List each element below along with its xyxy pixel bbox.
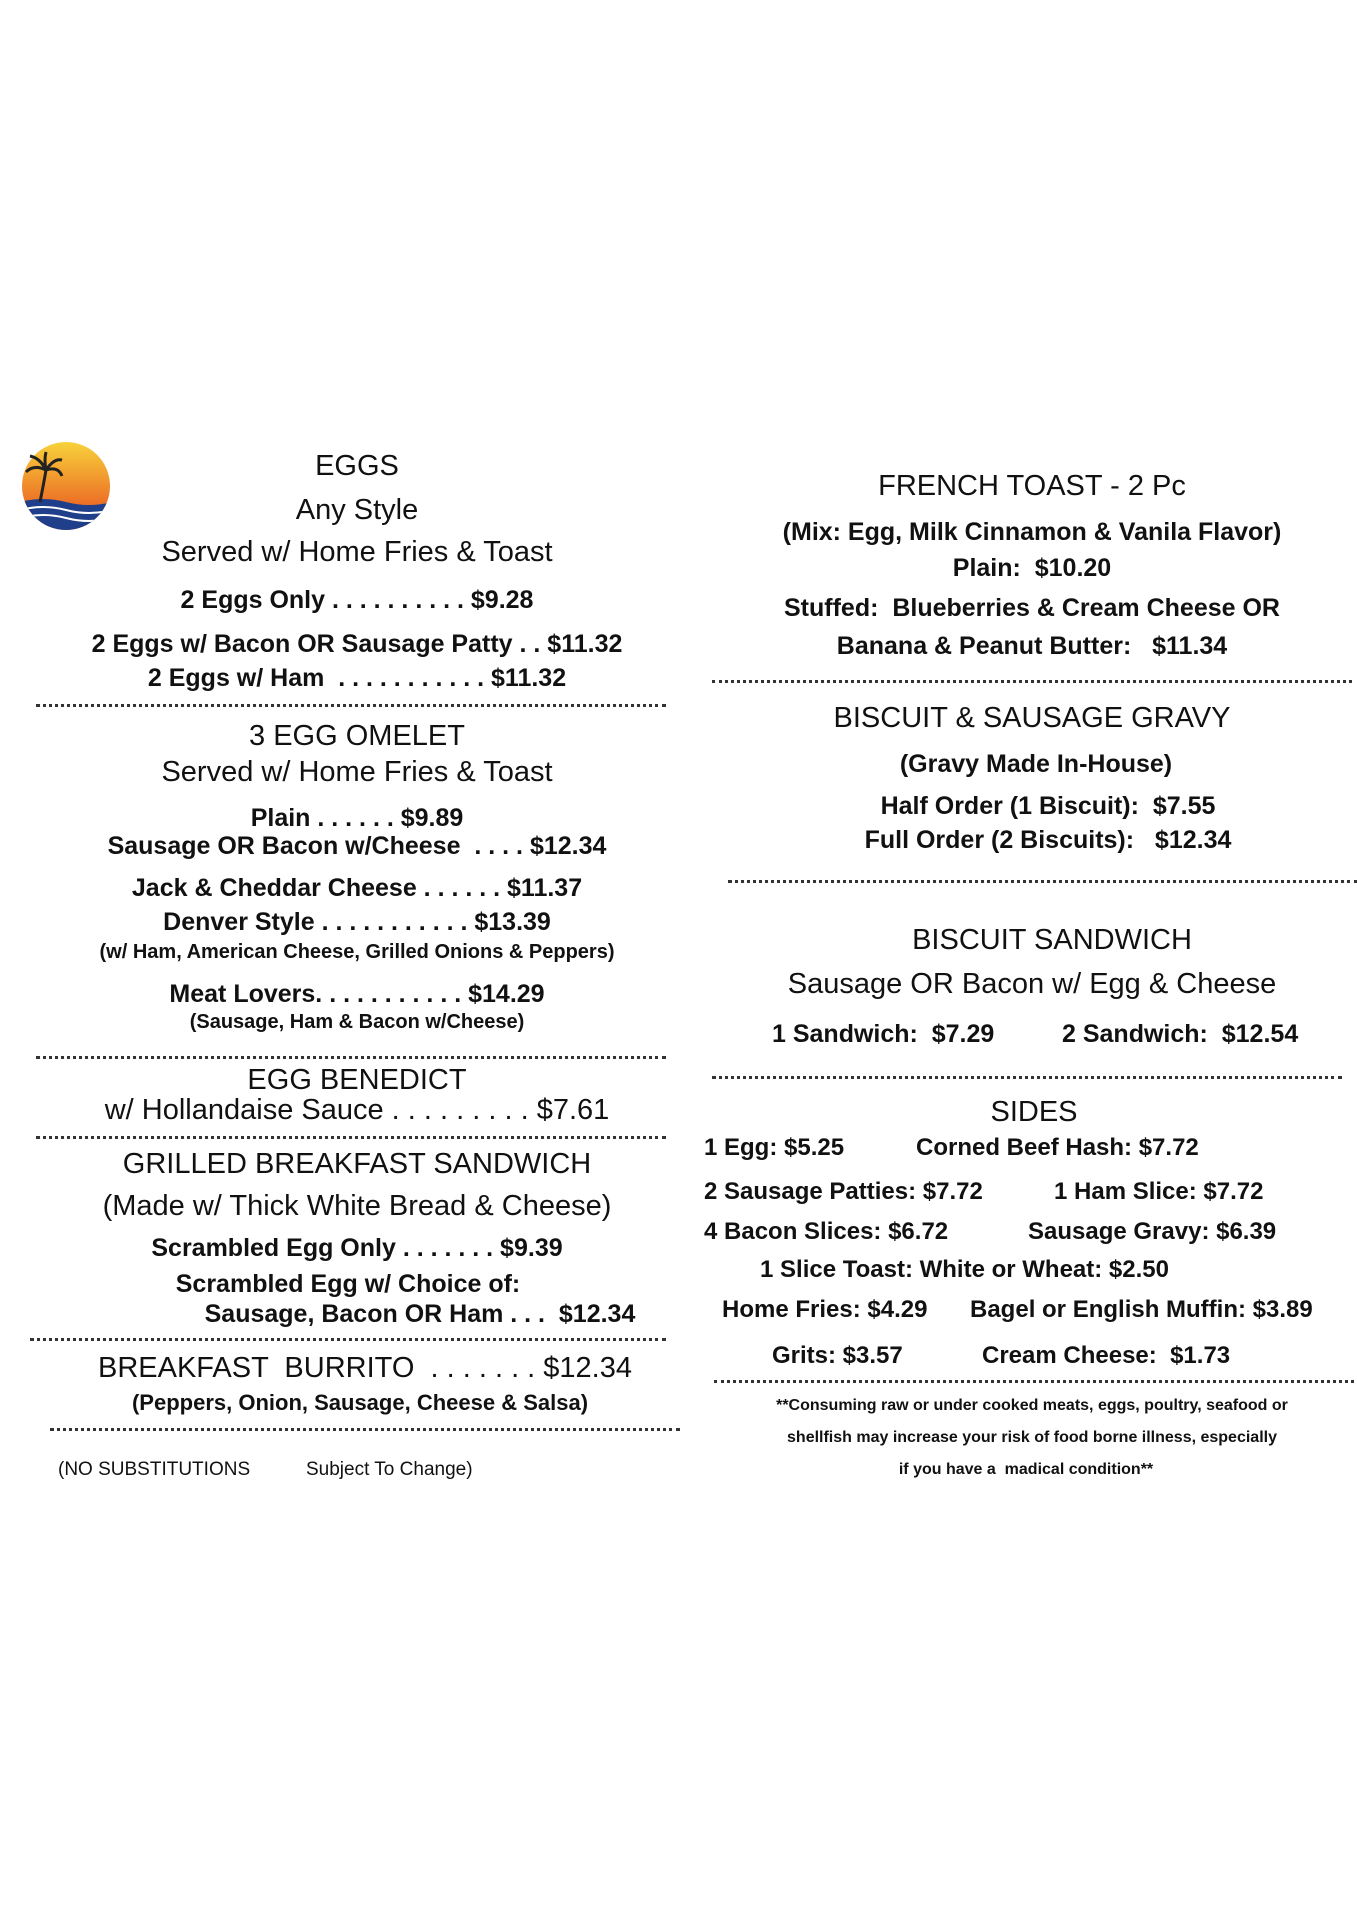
biscuit-gravy-half: Half Order (1 Biscuit): $7.55: [880, 792, 1216, 820]
eggs-subtitle: Any Style: [295, 494, 419, 526]
omelet-item-denver: Denver Style . . . . . . . . . . . $13.39: [163, 908, 551, 936]
french-toast-plain: Plain: $10.20: [952, 554, 1112, 582]
divider-biscuit-gravy: [728, 880, 1357, 883]
footer-subject-to-change: Subject To Change): [306, 1459, 473, 1480]
eggs-item-bacon: 2 Eggs w/ Bacon OR Sausage Patty . . $11.32: [91, 630, 623, 658]
sides-cream-cheese: Cream Cheese: $1.73: [982, 1342, 1231, 1369]
sides-toast: 1 Slice Toast: White or Wheat: $2.50: [760, 1256, 1169, 1283]
sides-sausage-gravy: Sausage Gravy: $6.39: [1028, 1218, 1277, 1245]
divider-omelet: [36, 1056, 666, 1059]
sides-grits: Grits: $3.57: [772, 1342, 903, 1369]
biscuit-gravy-full: Full Order (2 Biscuits): $12.34: [864, 826, 1232, 854]
biscuit-sandwich-two: 2 Sandwich: $12.54: [1062, 1020, 1299, 1048]
sides-title: SIDES: [990, 1096, 1078, 1128]
eggs-item-only: 2 Eggs Only . . . . . . . . . . $9.28: [180, 586, 534, 614]
benedict-title: EGG BENEDICT: [247, 1064, 467, 1096]
french-toast-subtitle: (Mix: Egg, Milk Cinnamon & Vanila Flavor): [782, 518, 1282, 546]
eggs-item-ham: 2 Eggs w/ Ham . . . . . . . . . . . $11.32: [147, 664, 567, 692]
sides-sausage-patties: 2 Sausage Patties: $7.72: [704, 1178, 983, 1205]
warning-line-1: **Consuming raw or under cooked meats, eggs, poultry, seafood or: [776, 1397, 1288, 1414]
french-toast-banana: Banana & Peanut Butter: $11.34: [836, 632, 1228, 660]
omelet-item-sausage-bacon: Sausage OR Bacon w/Cheese . . . . $12.34: [107, 832, 607, 860]
omelet-title: 3 EGG OMELET: [249, 720, 465, 752]
omelet-item-plain: Plain . . . . . . $9.89: [250, 804, 464, 832]
divider-sides: [714, 1380, 1354, 1383]
sides-corned-beef-hash: Corned Beef Hash: $7.72: [916, 1134, 1199, 1161]
omelet-item-denver-note: (w/ Ham, American Cheese, Grilled Onions & Peppers): [99, 941, 615, 963]
biscuit-sandwich-one: 1 Sandwich: $7.29: [772, 1020, 995, 1048]
grilled-item-choice: Scrambled Egg w/ Choice of:: [175, 1270, 521, 1298]
sides-bagel-muffin: Bagel or English Muffin: $3.89: [970, 1296, 1313, 1323]
divider-french-toast: [712, 680, 1352, 683]
omelet-served: Served w/ Home Fries & Toast: [161, 756, 553, 788]
omelet-item-jack-cheddar: Jack & Cheddar Cheese . . . . . . $11.37: [131, 874, 583, 902]
divider-burrito: [50, 1428, 680, 1431]
warning-line-3: if you have a madical condition**: [898, 1461, 1154, 1478]
grilled-subtitle: (Made w/ Thick White Bread & Cheese): [102, 1190, 612, 1222]
sunset-palm-logo-icon: [20, 440, 112, 532]
french-toast-stuffed: Stuffed: Blueberries & Cream Cheese OR: [784, 594, 1280, 622]
french-toast-title: FRENCH TOAST - 2 Pc: [878, 470, 1186, 502]
biscuit-gravy-subtitle: (Gravy Made In-House): [899, 750, 1173, 778]
footer-no-substitutions: (NO SUBSTITUTIONS: [58, 1459, 251, 1480]
sides-home-fries: Home Fries: $4.29: [722, 1296, 928, 1323]
omelet-item-meat-lovers-note: (Sausage, Ham & Bacon w/Cheese): [189, 1011, 525, 1033]
sides-ham-slice: 1 Ham Slice: $7.72: [1054, 1178, 1264, 1205]
divider-benedict: [36, 1136, 666, 1139]
eggs-served: Served w/ Home Fries & Toast: [161, 536, 553, 568]
omelet-item-meat-lovers: Meat Lovers. . . . . . . . . . . $14.29: [169, 980, 545, 1008]
grilled-item-scrambled: Scrambled Egg Only . . . . . . . $9.39: [151, 1234, 563, 1262]
burrito-subtitle: (Peppers, Onion, Sausage, Cheese & Salsa): [131, 1390, 589, 1415]
biscuit-sandwich-title: BISCUIT SANDWICH: [912, 924, 1192, 956]
grilled-item-meats: Sausage, Bacon OR Ham . . . $12.34: [204, 1300, 636, 1328]
eggs-title: EGGS: [315, 450, 399, 482]
divider-grilled: [30, 1338, 666, 1341]
warning-line-2: shellfish may increase your risk of food borne illness, especially: [787, 1429, 1277, 1446]
burrito-title: BREAKFAST BURRITO . . . . . . . $12.34: [97, 1352, 633, 1384]
divider-biscuit-sandwich: [712, 1076, 1342, 1079]
sides-egg: 1 Egg: $5.25: [704, 1134, 845, 1161]
biscuit-gravy-title: BISCUIT & SAUSAGE GRAVY: [833, 702, 1231, 734]
benedict-line: w/ Hollandaise Sauce . . . . . . . . . $7.61: [104, 1094, 610, 1126]
grilled-title: GRILLED BREAKFAST SANDWICH: [122, 1148, 592, 1180]
divider-eggs: [36, 704, 666, 707]
biscuit-sandwich-subtitle: Sausage OR Bacon w/ Egg & Cheese: [787, 968, 1277, 1000]
sides-bacon-slices: 4 Bacon Slices: $6.72: [704, 1218, 949, 1245]
